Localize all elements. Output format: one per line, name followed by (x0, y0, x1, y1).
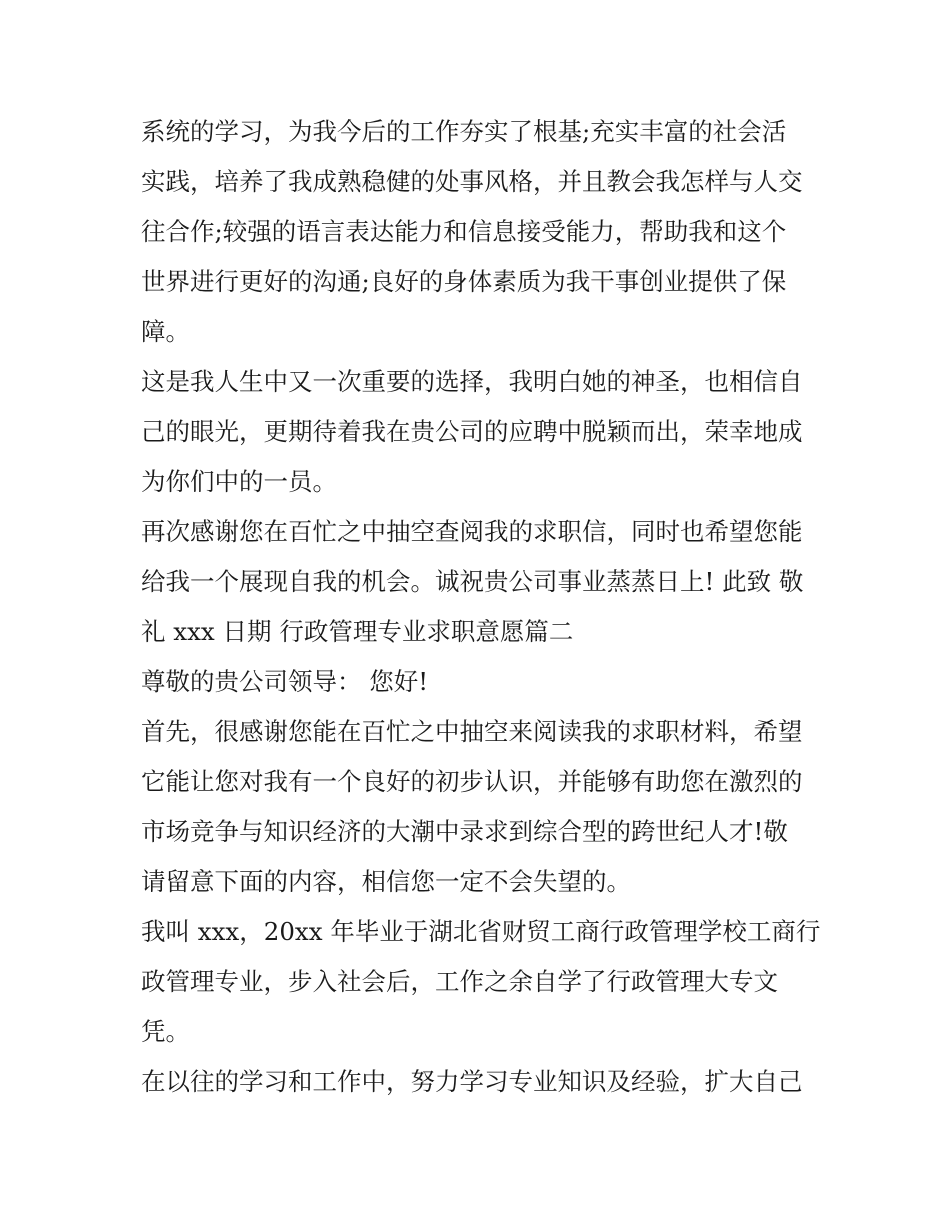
text-line: 尊敬的贵公司领导： 您好! (141, 667, 429, 696)
text-line: 在以往的学习和工作中，努力学习专业知识及经验，扩大自己 (141, 1067, 803, 1096)
text-line: 它能让您对我有一个良好的初步认识，并能够有助您在激烈的 (141, 767, 803, 796)
text-line: 系统的学习，为我今后的工作夯实了根基;充实丰富的社会活 (141, 117, 787, 146)
text-line: 市场竞争与知识经济的大潮中录求到综合型的跨世纪人才!敬 (141, 817, 788, 846)
text-line: 己的眼光，更期待着我在贵公司的应聘中脱颖而出，荣幸地成 (141, 417, 803, 446)
text-line: 这是我人生中又一次重要的选择，我明白她的神圣，也相信自 (141, 367, 803, 396)
text-line: 世界进行更好的沟通;良好的身体素质为我干事创业提供了保 (141, 267, 787, 296)
text-line: 请留意下面的内容，相信您一定不会失望的。 (141, 867, 631, 896)
text-line: 政管理专业，步入社会后，工作之余自学了行政管理大专文 (141, 967, 778, 996)
text-line: 为你们中的一员。 (141, 467, 337, 496)
body-text (141, 107, 821, 1107)
text-line: 实践，培养了我成熟稳健的处事风格，并且教会我怎样与人交 (141, 167, 803, 196)
text-line: 往合作;较强的语言表达能力和信息接受能力，帮助我和这个 (141, 217, 787, 246)
text-line: 再次感谢您在百忙之中抽空查阅我的求职信，同时也希望您能 (141, 517, 803, 546)
text-line: 我叫 xxx，20xx 年毕业于湖北省财贸工商行政管理学校工商行 (141, 917, 821, 946)
text-line: 首先，很感谢您能在百忙之中抽空来阅读我的求职材料，希望 (141, 717, 803, 746)
text-line: 障。 (141, 317, 190, 346)
text-line: 礼 xxx 日期 行政管理专业求职意愿篇二 (141, 617, 574, 646)
text-line: 给我一个展现自我的机会。诚祝贵公司事业蒸蒸日上! 此致 敬 (141, 567, 804, 596)
text-line: 凭。 (141, 1017, 190, 1046)
